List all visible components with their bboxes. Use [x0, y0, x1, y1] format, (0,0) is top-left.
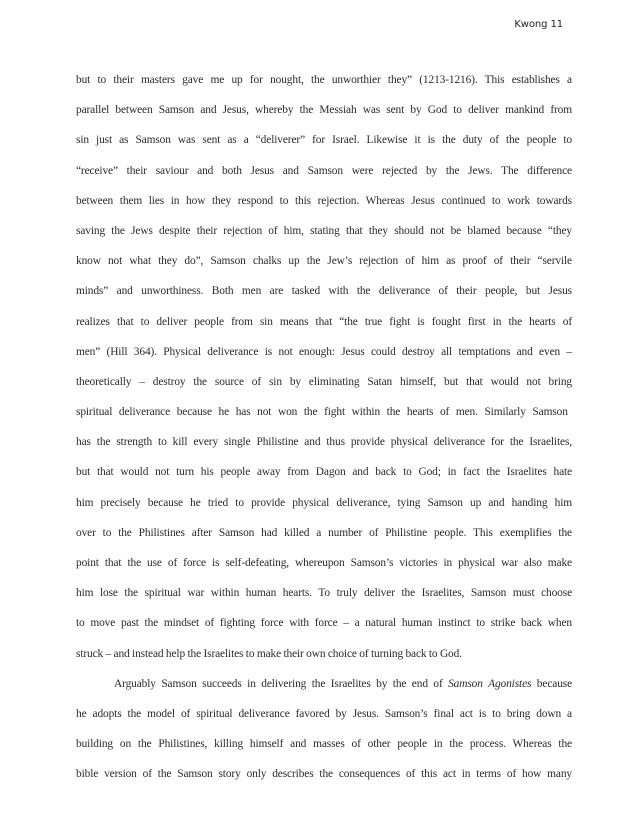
work-title: Samson Agonistes: [448, 677, 532, 690]
text-line: spiritual deliverance because he has not won the fight within the hearts of men. Similarly Samson: [76, 406, 568, 419]
text-segment: because: [531, 677, 573, 690]
text-line: he adopts the model of spiritual deliverance favored by Jesus. Samson’s final act is to bring down a: [76, 707, 572, 720]
text-line: him lose the spiritual war within human hearts. To truly deliver the Israelites, Samson must choose: [76, 587, 572, 600]
text-line: parallel between Samson and Jesus, whereby the Messiah was sent by God to deliver mankind from: [76, 104, 572, 117]
text-line: men” (Hill 364). Physical deliverance is not enough: Jesus could destroy all temptations and even –: [76, 345, 572, 358]
text-line: over to the Philistines after Samson had killed a number of Philistine people. This exemplifies the: [76, 526, 572, 539]
text-line: “receive” their saviour and both Jesus and Samson were rejected by the Jews. The difference: [76, 164, 572, 177]
text-line: minds” and unworthiness. Both men are tasked with the deliverance of their people, but Jesus: [76, 285, 572, 298]
text-line: realizes that to deliver people from sin means that “the true fight is fought first in the hearts of: [76, 315, 572, 328]
text-line: him precisely because he tried to provide physical deliverance, tying Samson up and handing him: [76, 496, 572, 509]
text-line: between them lies in how they respond to this rejection. Whereas Jesus continued to work towards: [76, 194, 572, 207]
body-text: [76, 68, 572, 793]
text-line: know not what they do”, Samson chalks up the Jew’s rejection of him as proof of their “servile: [76, 255, 572, 268]
text-line: but to their masters gave me up for nought, the unworthier they” (1213-1216). This establishes a: [76, 74, 572, 86]
text-segment: Arguably Samson succeeds in delivering the Israelites by the end of: [114, 677, 449, 690]
text-line: theoretically – destroy the source of sin by eliminating Satan himself, but that would not bring: [76, 375, 572, 388]
text-line: sin just as Samson was sent as a “deliverer” for Israel. Likewise it is the duty of the people to: [76, 134, 572, 147]
text-line: struck – and instead help the Israelites to make their own choice of turning back to God.: [76, 647, 462, 660]
text-line: but that would not turn his people away from Dagon and back to God; in fact the Israelites hate: [76, 466, 572, 479]
text-line: bible version of the Samson story only describes the consequences of this act in terms of how many: [76, 768, 572, 781]
paragraph-start-line: [76, 672, 572, 702]
running-head: Kwong 11: [514, 19, 563, 30]
text-line: to move past the mindset of fighting force with force – a natural human instinct to strike back when: [76, 617, 572, 630]
text-line: point that the use of force is self-defeating, whereupon Samson’s victories in physical war also make: [76, 557, 572, 569]
text-line: saving the Jews despite their rejection of him, stating that they should not be blamed because “they: [76, 224, 572, 237]
text-line: has the strength to kill every single Philistine and thus provide physical deliverance for the Israelites,: [76, 436, 572, 449]
text-line: building on the Philistines, killing himself and masses of other people in the process. Whereas the: [76, 738, 572, 751]
